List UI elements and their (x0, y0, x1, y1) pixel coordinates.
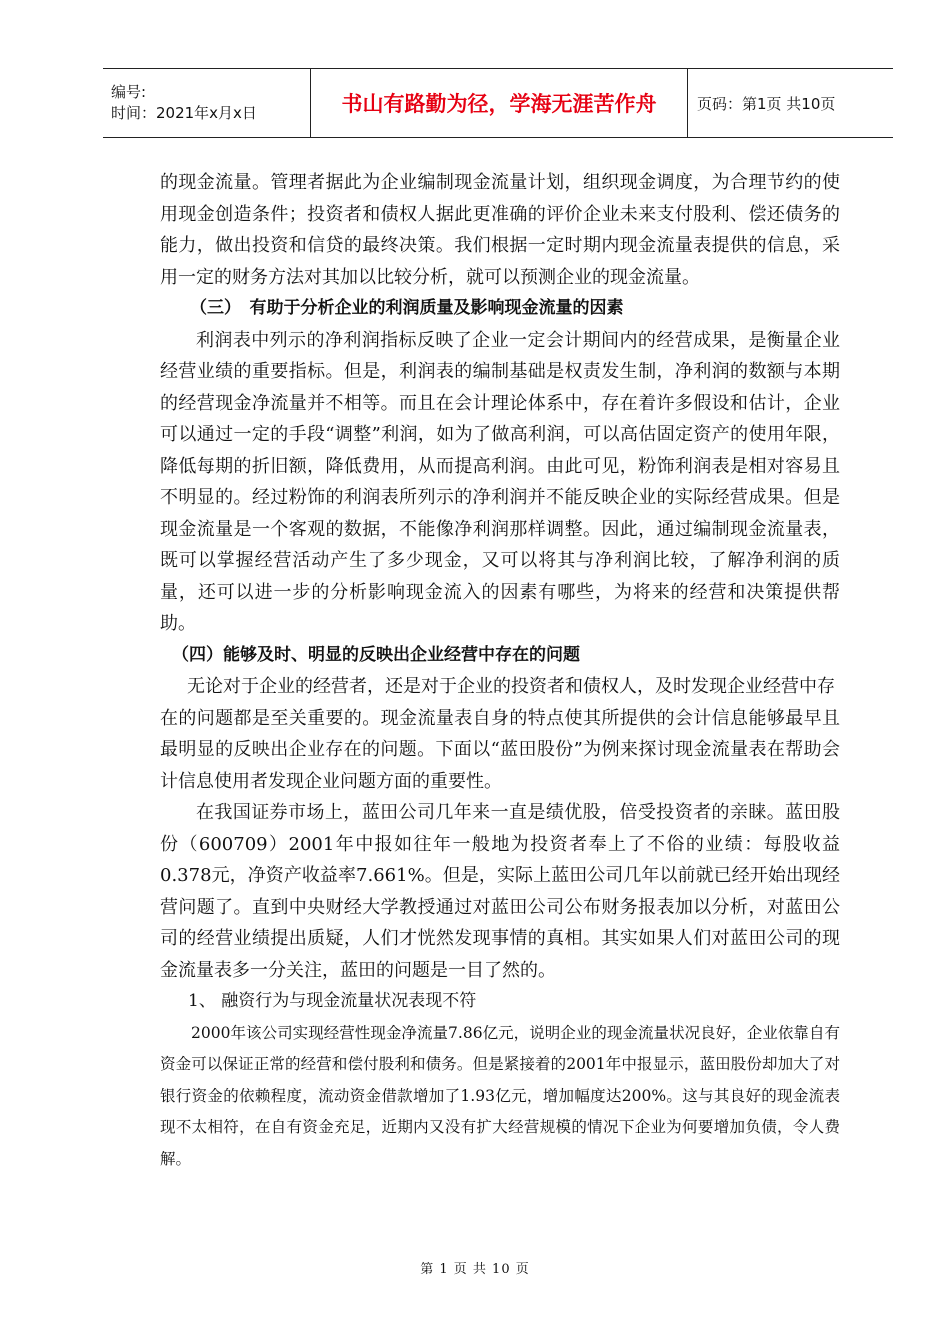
doc-time-label: 时间：2021年x月x日 (111, 104, 257, 122)
section-heading-3: （三） 有助于分析企业的利润质量及影响现金流量的因素 (190, 298, 624, 318)
header-page-cell (688, 69, 893, 137)
paragraph: 在我国证券市场上，蓝田公司几年来一直是绩优股，倍受投资者的亲睐。蓝田股份（600709）2001年中报如往年一般地为投资者奉上了不俗的业绩：每股收益0.378元，净资产收益率7.661%。但是，实际上蓝田公司几年以前就已经开始出现经营问题了。直到中央财经大学教授通过对蓝田公司公布财务报表加以分析，对蓝田公司的经营业绩提出质疑，人们才恍然发现事情的真相。其实如果人们对蓝田公司的现金流量表多一分关注，蓝田的问题是一目了然的。 (160, 802, 840, 981)
page-footer: 第 1 页 共 10 页 (420, 1262, 530, 1277)
paragraph: 在的问题都是至关重要的。现金流量表自身的特点使其所提供的会计信息能够最早且最明显的反映出企业存在的问题。下面以“蓝田股份”为例来探讨现金流量表在帮助会计信息使用者发现企业问题方面的重要性。 (160, 707, 840, 792)
motto-text: 书山有路勤为径，学海无涯苦作舟 (341, 92, 657, 116)
subheading: 1、 融资行为与现金流量状况表现不符 (188, 991, 477, 1011)
header-table (103, 68, 893, 138)
paragraph: 2000年该公司实现经营性现金净流量7.86亿元，说明企业的现金流量状况良好，企业依靠自有资金可以保证正常的经营和偿付股利和债务。但是紧接着的2001年中报显示，蓝田股份却加大了对银行资金的依赖程度，流动资金借款增加了1.93亿元，增加幅度达200%。这与其良好的现金流表现不太相符，在自有资金充足，近期内又没有扩大经营规模的情况下企业为何要增加负债，令人费解。 (160, 1023, 840, 1168)
paragraph: 利润表中列示的净利润指标反映了企业一定会计期间内的经营成果，是衡量企业经营业绩的重要指标。但是，利润表的编制基础是权责发生制，净利润的数额与本期的经营现金净流量并不相等。而且在会计理论体系中，存在着许多假设和估计，企业可以通过一定的手段“调整”利润，如为了做高利润，可以高估固定资产的使用年限，降低每期的折旧额，降低费用，从而提高利润。由此可见，粉饰利润表是相对容易且不明显的。经过粉饰的利润表所列示的净利润并不能反映企业的实际经营成果。但是现金流量是一个客观的数据，不能像净利润那样调整。因此，通过编制现金流量表，既可以掌握经营活动产生了多少现金，又可以将其与净利润比较，了解净利润的质量，还可以进一步的分析影响现金流入的因素有哪些，为将来的经营和决策提供帮助。 (160, 329, 840, 634)
page-count-label: 页码：第1页 共10页 (697, 94, 836, 113)
paragraph: 无论对于企业的经营者，还是对于企业的投资者和债权人，及时发现企业经营中存 (187, 676, 835, 697)
doc-number-label: 编号: (111, 83, 147, 101)
header-motto (311, 69, 688, 137)
section-heading-4: （四）能够及时、明显的反映出企业经营中存在的问题 (172, 644, 580, 665)
header-left-cell (103, 69, 311, 137)
paragraph: 的现金流量。管理者据此为企业编制现金流量计划，组织现金调度，为合理节约的使用现金创造条件；投资者和债权人据此更准确的评价企业未来支付股利、偿还债务的能力，做出投资和信贷的最终决策。我们根据一定时期内现金流量表提供的信息，采用一定的财务方法对其加以比较分析，就可以预测企业的现金流量。 (160, 172, 840, 288)
document-body (160, 167, 840, 1175)
